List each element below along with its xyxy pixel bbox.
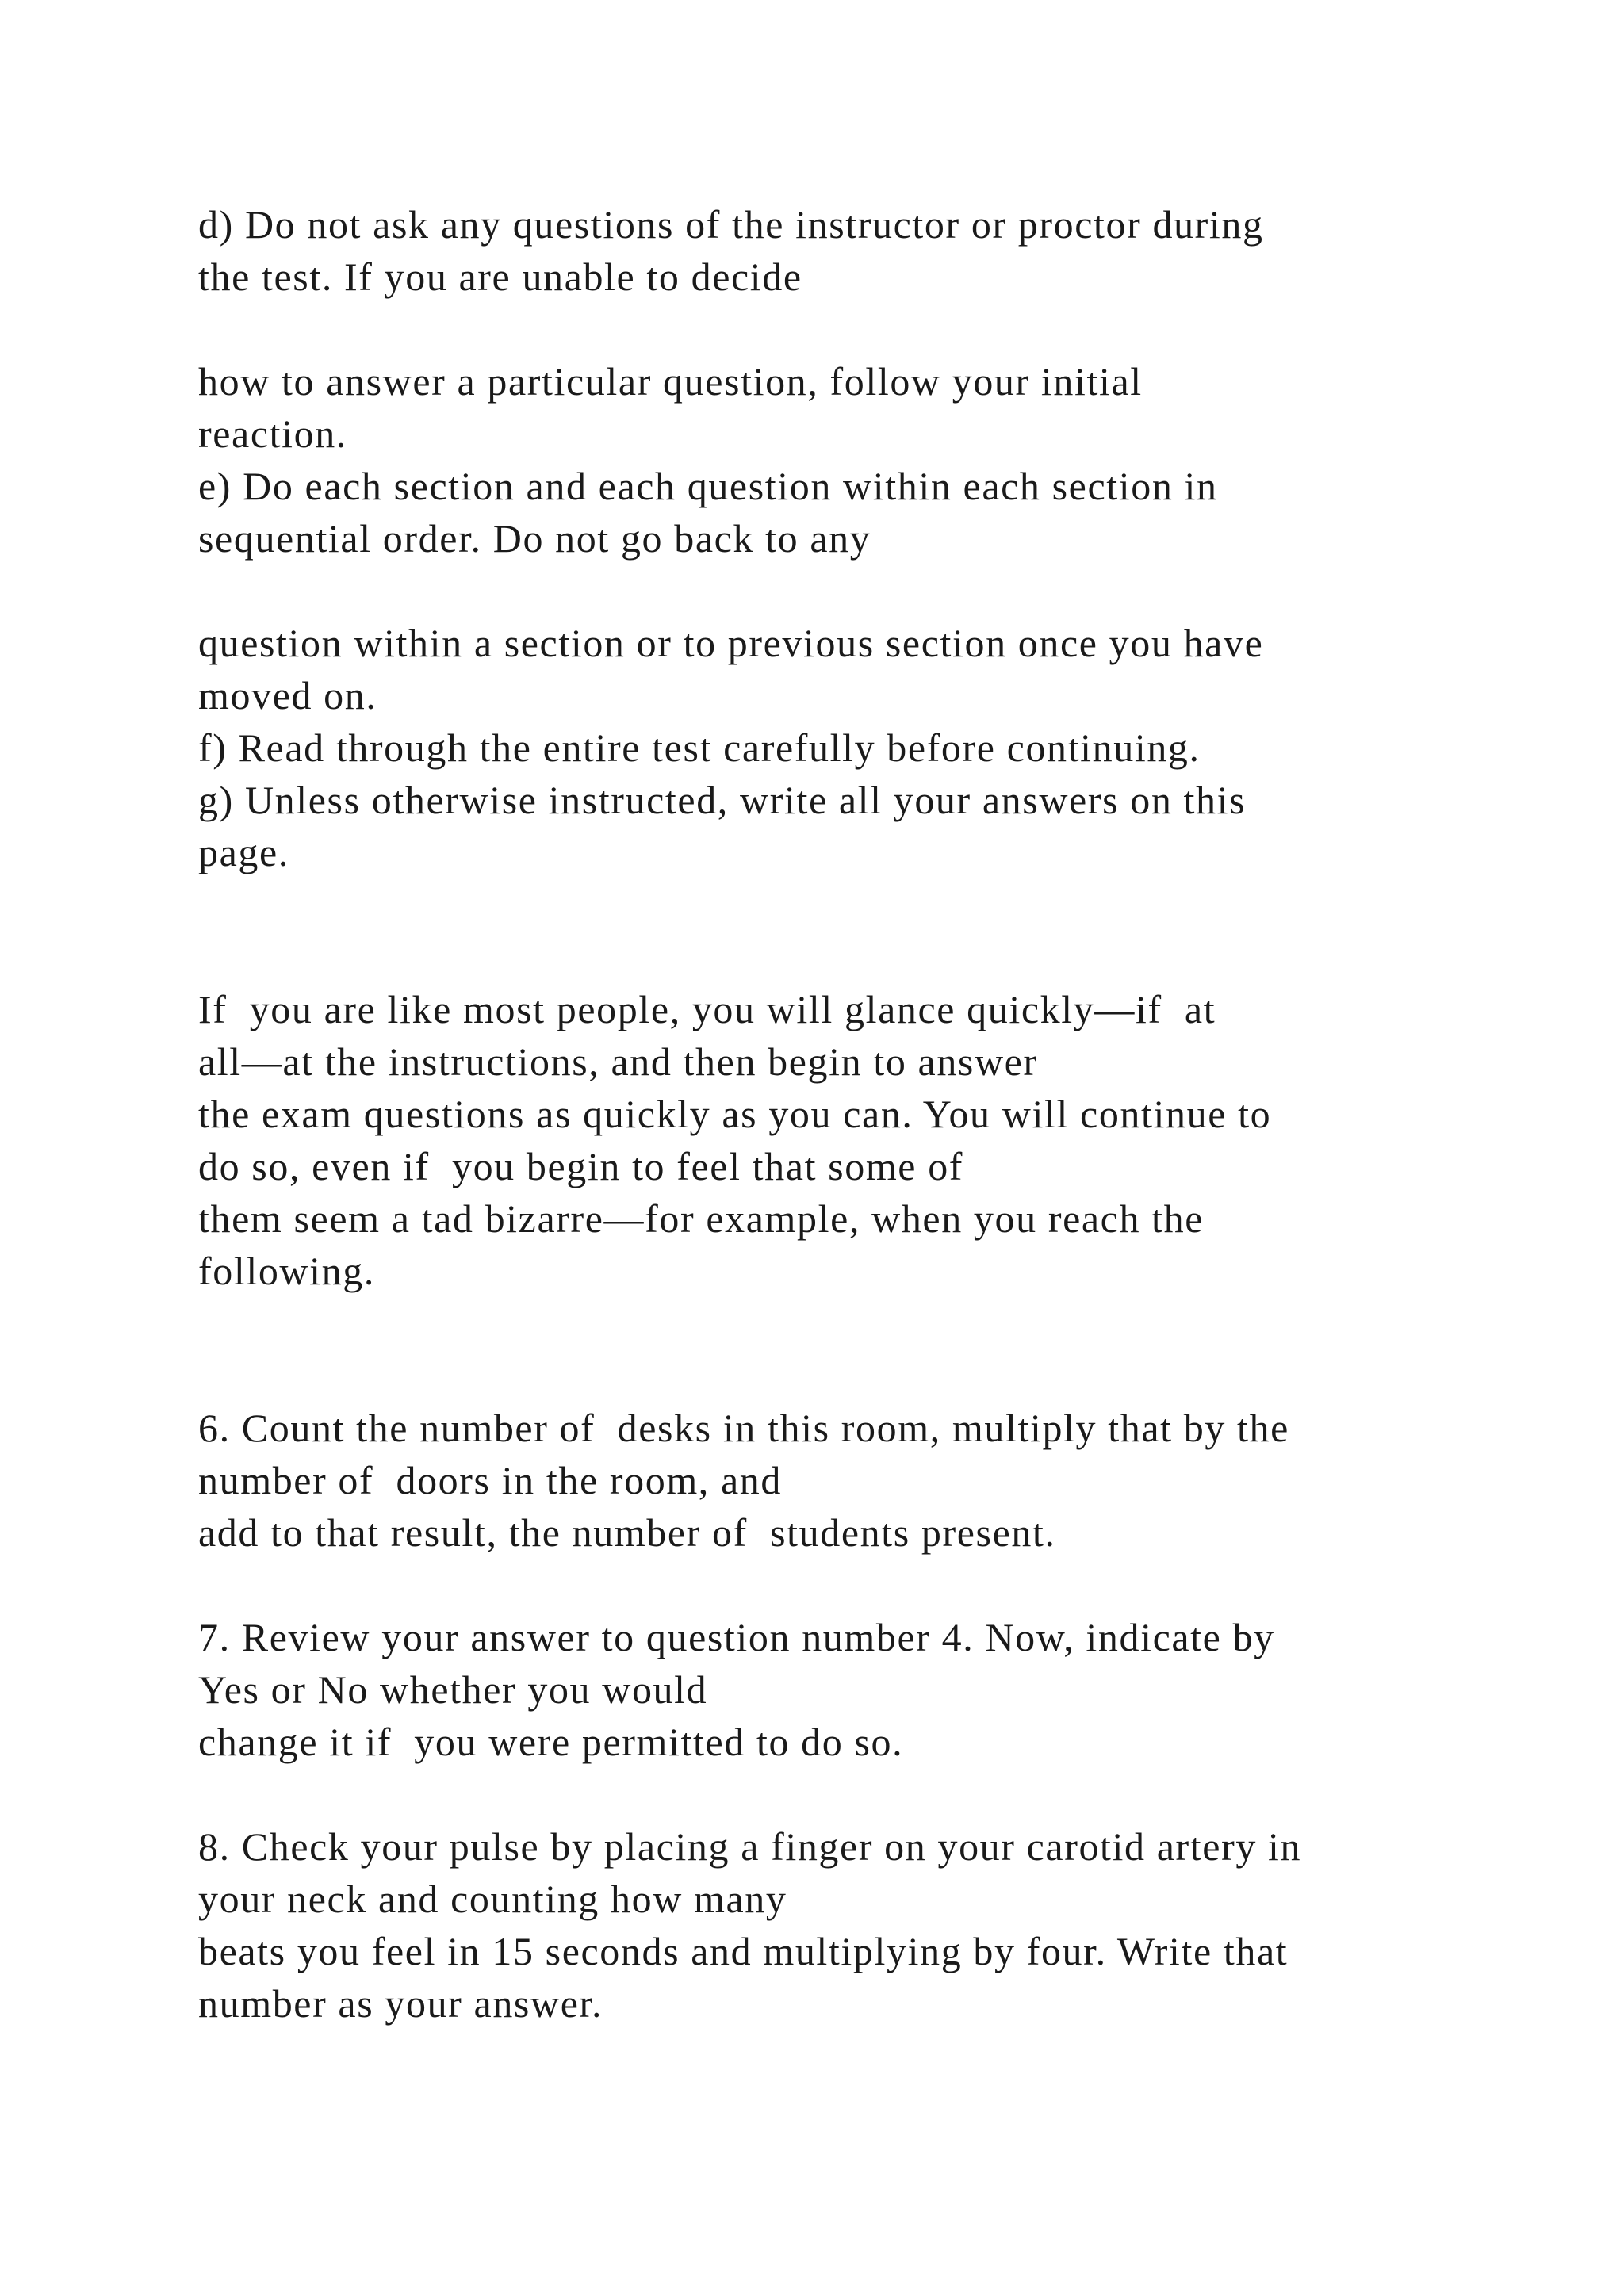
text-line: f) Read through the entire test carefully before continuing. <box>198 725 1201 770</box>
text-line: them seem a tad bizarre—for example, when you reach the <box>198 1196 1205 1241</box>
text-line: sequential order. Do not go back to any <box>198 516 871 561</box>
text-line: 6. Count the number of desks in this room, multiply that by the <box>198 1406 1289 1450</box>
text-line: 7. Review your answer to question number 4. Now, indicate by <box>198 1615 1275 1659</box>
text-line: add to that result, the number of students present. <box>198 1510 1056 1555</box>
text-line: following. <box>198 1249 375 1293</box>
text-line: moved on. <box>198 673 377 718</box>
text-line: number as your answer. <box>198 1981 603 2026</box>
text-line: If you are like most people, you will glance quickly—if at <box>198 987 1216 1031</box>
text-line: all—at the instructions, and then begin to answer <box>198 1039 1038 1084</box>
text-line: the test. If you are unable to decide <box>198 254 802 299</box>
text-line: question within a section or to previous section once you have <box>198 621 1264 665</box>
text-line: change it if you were permitted to do so. <box>198 1720 904 1764</box>
text-line: page. <box>198 830 289 874</box>
text-line: how to answer a particular question, follow your initial <box>198 359 1143 404</box>
text-line: your neck and counting how many <box>198 1877 787 1921</box>
text-line: d) Do not ask any questions of the instructor or proctor during <box>198 202 1264 247</box>
text-line: the exam questions as quickly as you can. You will continue to <box>198 1092 1272 1136</box>
text-line: Yes or No whether you would <box>198 1667 708 1712</box>
text-line: g) Unless otherwise instructed, write all your answers on this <box>198 778 1247 822</box>
text-line: beats you feel in 15 seconds and multiplying by four. Write that <box>198 1929 1289 1973</box>
text-line: e) Do each section and each question within each section in <box>198 464 1218 508</box>
text-line: do so, even if you begin to feel that some of <box>198 1144 964 1188</box>
text-line: reaction. <box>198 411 347 456</box>
text-line: 8. Check your pulse by placing a finger on your carotid artery in <box>198 1824 1302 1869</box>
text-line: number of doors in the room, and <box>198 1458 783 1502</box>
